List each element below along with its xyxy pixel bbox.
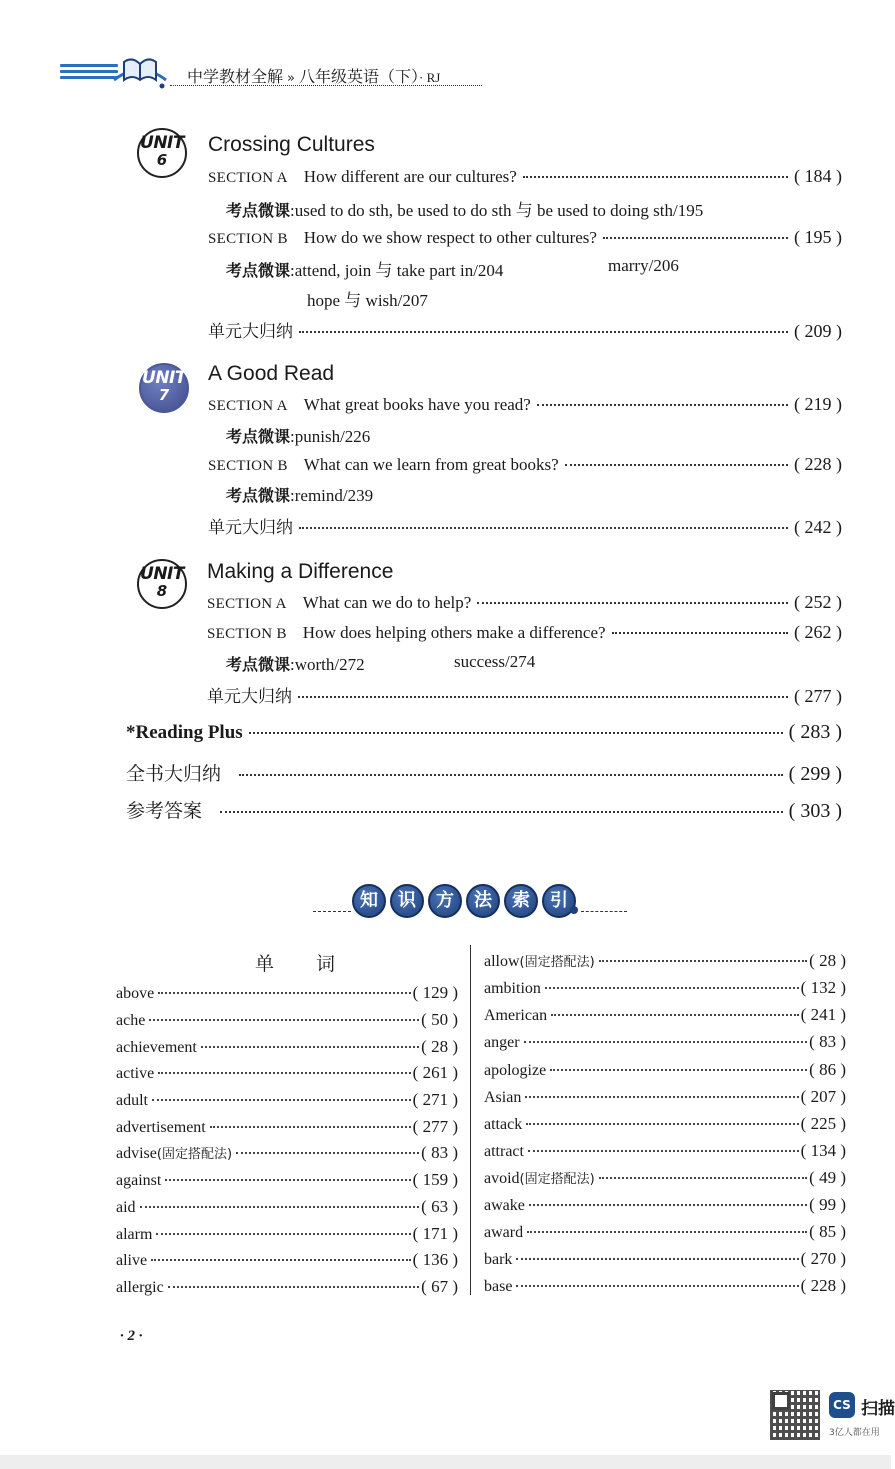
series-title: 中学教材全解 [187,67,284,86]
index-word-row[interactable]: awake ( 99 ) [484,1195,846,1214]
kd-u7-b: 考点微课:remind/239 [226,486,374,505]
toc-row-u6-summary[interactable]: 单元大归纳 ( 209 ) [208,321,842,342]
book-logo-icon [110,50,170,92]
toc-row-answers[interactable]: 参考答案 ( 303 ) [126,800,842,822]
page-number: · 2 · [120,1328,143,1344]
bottom-band [0,1455,891,1469]
index-heading [352,884,576,918]
index-word-row[interactable]: active ( 261 ) [116,1063,458,1082]
index-word-row[interactable]: base ( 228 ) [484,1276,846,1295]
word-column-title: 单 词 [255,953,354,975]
index-word-row[interactable]: alive ( 136 ) [116,1250,458,1269]
index-heading-char: 识 [390,884,424,918]
toc-row-reading-plus[interactable]: *Reading Plus ( 283 ) [126,721,842,743]
index-word-row[interactable]: alarm ( 171 ) [116,1224,458,1243]
toc-row-u8-section-a[interactable]: SECTION A What can we do to help? ( 252 ) [207,592,842,612]
unit-7-title: A Good Read [208,362,335,385]
header-arrow: » [287,71,295,86]
index-word-row[interactable]: attack ( 225 ) [484,1114,846,1133]
running-header [187,64,440,87]
index-word-row[interactable]: Asian ( 207 ) [484,1087,846,1106]
index-word-row[interactable]: bark ( 270 ) [484,1249,846,1268]
index-heading-char: 知 [352,884,386,918]
index-word-row[interactable]: award ( 85 ) [484,1222,846,1241]
toc-row-u8-section-b[interactable]: SECTION B How does helping others make a difference? ( 262 ) [207,622,842,642]
book-title: 八年级英语（下） [298,67,419,86]
index-word-row[interactable]: anger ( 83 ) [484,1032,846,1051]
toc-row-u7-section-a[interactable]: SECTION A What great books have you read? ( 219 ) [208,394,842,414]
edition-mark: · RJ [419,70,441,85]
column-divider [470,945,471,1295]
toc-row-u6-section-a[interactable]: SECTION A How different are our cultures? ( 184 ) [208,166,842,186]
index-heading-char: 索 [504,884,538,918]
unit-6-badge: UNIT 6 [137,128,187,178]
kd-u8-b: 考点微课:worth/272 [226,655,365,674]
index-heading-rule-left [313,911,351,912]
scanner-logo: CS [829,1392,855,1418]
kd-u6-b-hope: hope 与 wish/207 [307,291,428,310]
index-word-row[interactable]: American ( 241 ) [484,1005,846,1024]
index-heading-char: 法 [466,884,500,918]
toc-row-u7-summary[interactable]: 单元大归纳 ( 242 ) [208,517,842,538]
toc-row-u8-summary[interactable]: 单元大归纳 ( 277 ) [207,686,842,707]
kd-u6-a: 考点微课:used to do sth, be used to do sth 与 be used to doing sth/195 [226,201,704,220]
index-heading-char: 方 [428,884,462,918]
index-word-row[interactable]: adult ( 271 ) [116,1090,458,1109]
index-word-row[interactable]: against ( 159 ) [116,1170,458,1189]
index-word-row[interactable]: above ( 129 ) [116,983,458,1002]
index-heading-char: 引 [542,884,576,918]
index-word-row[interactable]: apologize ( 86 ) [484,1060,846,1079]
index-word-row[interactable]: allergic ( 67 ) [116,1277,458,1296]
index-heading-rule-right [581,911,627,912]
qr-code-icon [770,1390,820,1440]
unit-8-badge: UNIT 8 [137,559,187,609]
unit-6-title: Crossing Cultures [208,133,375,156]
index-word-row[interactable]: attract ( 134 ) [484,1141,846,1160]
index-word-row[interactable]: avoid (固定搭配法) ( 49 ) [484,1168,846,1187]
kd-u7-a: 考点微课:punish/226 [226,427,371,446]
index-word-row[interactable]: ache ( 50 ) [116,1010,458,1029]
kd-u6-b: 考点微课:attend, join 与 take part in/204 [226,261,504,280]
index-word-row[interactable]: ambition ( 132 ) [484,978,846,997]
kd-u6-b-marry: marry/206 [608,256,679,275]
kd-u8-b-success: success/274 [454,652,536,671]
unit-7-badge: UNIT 7 [139,363,189,413]
toc-row-u7-section-b[interactable]: SECTION B What can we learn from great books? ( 228 ) [208,454,842,474]
index-word-row[interactable]: advertisement ( 277 ) [116,1117,458,1136]
toc-row-book-summary[interactable]: 全书大归纳 ( 299 ) [126,763,842,785]
index-word-row[interactable]: achievement ( 28 ) [116,1037,458,1056]
index-word-row[interactable]: allow (固定搭配法) ( 28 ) [484,951,846,970]
index-word-row[interactable]: aid ( 63 ) [116,1197,458,1216]
scanner-name: 扫描 [861,1399,895,1419]
toc-row-u6-section-b[interactable]: SECTION B How do we show respect to other cultures? ( 195 ) [208,227,842,247]
scanner-tagline: 3亿人都在用 [829,1428,880,1438]
unit-8-title: Making a Difference [207,560,394,583]
header-rule [170,85,482,86]
index-word-row[interactable]: advise (固定搭配法) ( 83 ) [116,1143,458,1162]
index-heading-dot [570,906,578,914]
